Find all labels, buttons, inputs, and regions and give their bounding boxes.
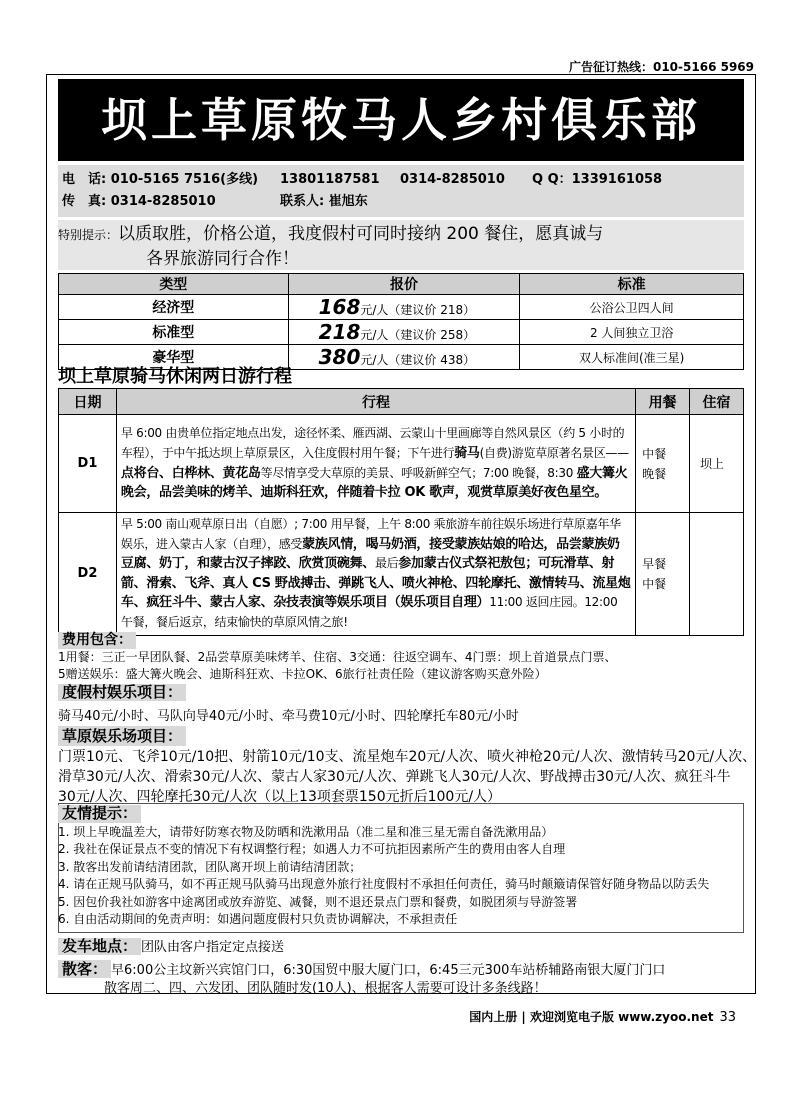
grassland-line3: 30元/人次、四轮摩托30元/人次（以上13项套票150元折后100元/人） [58,789,502,805]
tip-item: 6. 自由活动期间的免责声明：如遇问题度假村只负责协调解决，不承担责任 [58,912,458,926]
itinerary-header-date: 日期 [59,389,117,415]
special-notice [58,220,744,270]
tips-title: 友情提示： [58,805,141,823]
notice-label: 特别提示： [58,228,119,242]
price-header-type: 类型 [59,274,289,295]
grassland-title: 草原娱乐场项目： [58,726,186,746]
resort-section [58,684,519,725]
fax: 传 真: 0314-8285010 [62,194,216,209]
price-unit: 元/人（建议价 438） [360,353,476,367]
day-label: D2 [59,513,117,636]
scattered-title: 散客： [58,960,111,978]
day-description: 早 6:00 由贵单位指定地点出发，途径怀柔、雁西湖、云蒙山十里画廊等自然风景区（约 5 小时的车程），于中午抵达坝上草原景区，入住度假村用午餐；下午进行骑马(自费)游览草原著名景区——点将台、白桦林、黄花岛等尽情享受大草原的美景、呼吸新鲜空气；7:00 晚餐，8:30 盛大篝火晚会，品尝美味的烤羊、迪斯科狂欢，伴随着卡拉 OK 歌声，观赏草原美好夜色星空。 [116,415,635,513]
itinerary-table [58,388,744,636]
tel2: 0314-8285010 [400,172,505,187]
day-description: 早 5:00 南山观草原日出（自愿）; 7:00 用早餐，上午 8:00 乘旅游车前往娱乐场进行草原嘉年华娱乐，进入蒙古人家（自理），感受蒙族风情，喝马奶酒，接受蒙族姑娘的哈达，品尝蒙族奶豆腐、奶丁，和蒙古汉子摔跤、欣赏顶碗舞、最后参加蒙古仪式祭祀敖包；可玩滑草、射箭、滑索、飞斧、真人 CS 野战搏击、弹跳飞人、喷火神枪、四轮摩托、激情转马、流星炮车、疯狂斗牛、蒙古人家、杂技表演等娱乐项目（娱乐项目自理）11:00 返回庄园。12:00 午餐，餐后返京，结束愉快的草原风情之旅! [116,513,635,636]
footer-text: 国内上册 | 欢迎浏览电子版 www.zyoo.net [469,1010,714,1024]
day-label: D1 [59,415,117,513]
tel: 电 话: 010-5165 7516(多线) [62,172,259,187]
scattered-section [58,960,665,998]
price-row [59,320,744,345]
mobile: 13801187581 [280,172,380,187]
contact-info [58,165,744,217]
price-table [58,273,744,370]
price-value: 168 [318,295,361,319]
itinerary-header-stay: 住宿 [690,389,744,415]
price-standard: 公浴公卫四人间 [520,295,744,320]
tip-item: 5. 因包价我社如游客中途离团或放弃游览、减餐，则不退还景点门票和餐费，如脱团须与导游签署 [58,894,578,909]
tip-item: 1. 坝上早晚温差大，请带好防寒衣物及防晒和洗漱用品（准二星和准三星无需自备洗漱用品） [58,824,554,839]
resort-line1: 骑马40元/小时、马队向导40元/小时、牵马费10元/小时、四轮摩托车80元/小时 [58,709,519,724]
grassland-line2: 滑草30元/人次、滑索30元/人次、蒙古人家30元/人次、弹跳飞人30元/人次、野战搏击30元/人次、疯狂斗牛 [58,769,731,785]
departure-text: 团队由客户指定定点接送 [141,940,285,955]
itinerary-row-d2 [59,513,744,636]
day-meals: 早餐 中餐 [636,513,690,636]
notice-line1: 以质取胜，价格公道，我度假村可同时接纳 200 餐住，愿真诚与 [118,224,604,244]
qq: Q Q：1339161058 [532,172,663,187]
scattered-line2: 散客周二、四、六发团、团队随时发(10人)、根据客人需要可设计多条线路！ [104,981,547,996]
tip-item: 2. 我社在保证景点不变的情况下有权调整行程；如遇人力不可抗拒因素所产生的费用由客人自理 [58,842,566,856]
price-type: 经济型 [59,295,289,320]
tips-section [58,805,709,929]
departure-section [58,938,284,956]
scattered-line1: 早6:00公主坟新兴宾馆门口，6:30国贸中服大厦门口，6:45三元300车站桥辅路南银大厦门门口 [111,963,666,978]
page-number: 33 [719,1010,736,1025]
banner-title: 坝上草原牧马人乡村俱乐部 [58,79,744,161]
day-stay: 坝上 [690,415,744,513]
fees-title: 费用包含： [58,632,136,649]
resort-title: 度假村娱乐项目： [58,684,186,701]
notice-line2: 各界旅游同行合作！ [146,249,299,269]
price-row [59,295,744,320]
itinerary-header-route: 行程 [116,389,635,415]
price-standard: 2 人间独立卫浴 [520,320,744,345]
departure-title: 发车地点： [58,938,141,955]
price-standard: 双人标准间(准三星) [520,345,744,370]
fees-line1: 1用餐：三正一早团队餐、2品尝草原美味烤羊、住宿、3交通：往返空调车、4门票：坝上首道景点门票、 [58,650,617,664]
contact-person: 联系人: 崔旭东 [280,194,368,209]
price-value: 380 [318,345,361,369]
tip-item: 3. 散客出发前请结清团款，团队离开坝上前请结清团款； [58,859,362,874]
tip-item: 4. 请在正规马队骑马，如不再正规马队骑马出现意外旅行社度假村不承担任何责任，骑马时颠簸请保管好随身物品以防丢失 [58,877,710,891]
price-value: 218 [318,320,361,344]
price-type: 豪华型 [59,345,289,370]
itinerary-header-meal: 用餐 [636,389,690,415]
fees-line2: 5赠送娱乐：盛大篝火晚会、迪斯科狂欢、卡拉OK、6旅行社责任险（建议游客购买意外险） [58,667,547,681]
fees-section [58,632,617,683]
grassland-section [58,726,756,807]
price-header-price: 报价 [288,274,520,295]
day-stay [690,513,744,636]
day-meals: 中餐 晚餐 [636,415,690,513]
grassland-line1: 门票10元、飞斧10元/10把、射箭10元/10支、流星炮车20元/人次、喷火神枪20元/人次、激情转马20元/人次、 [58,749,757,765]
footer [469,1008,736,1025]
price-type: 标准型 [59,320,289,345]
price-unit: 元/人（建议价 218） [360,303,476,317]
price-header-standard: 标准 [520,274,744,295]
itinerary-title: 坝上草原骑马休闲两日游行程 [58,366,292,387]
itinerary-row-d1 [59,415,744,513]
ad-hotline: 广告征订热线：010-5166 5969 [568,60,754,74]
price-unit: 元/人（建议价 258） [360,328,476,342]
